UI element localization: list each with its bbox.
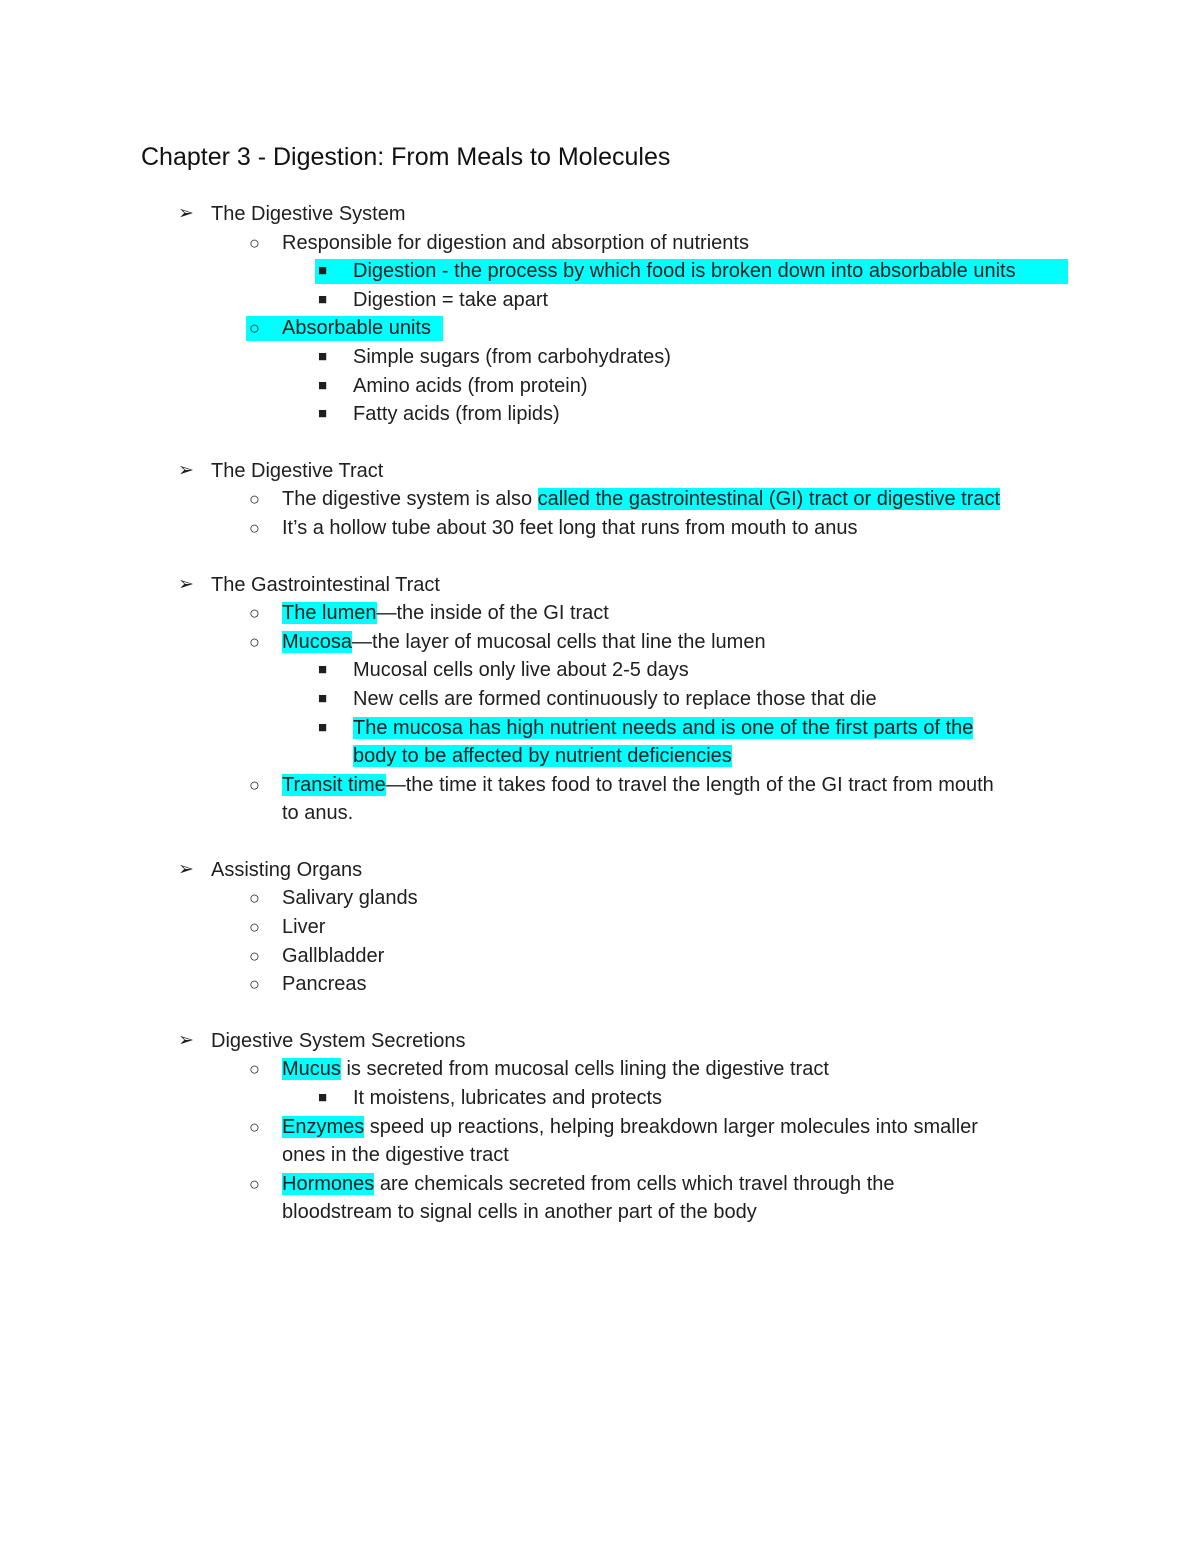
arrow-bullet-icon: ➢ [178, 573, 194, 595]
square-bullet-icon: ■ [318, 347, 328, 365]
arrow-bullet-icon: ➢ [178, 203, 194, 224]
list-item: ■ Mucosal cells only live about 2-5 days [0, 656, 1200, 685]
section-heading: ➢ The Gastrointestinal Tract [0, 571, 1200, 600]
section-gastrointestinal-tract [0, 571, 1200, 828]
circle-bullet-icon: ○ [249, 945, 260, 966]
square-bullet-icon: ■ [318, 290, 328, 308]
square-bullet-icon: ■ [318, 405, 328, 423]
square-bullet-icon: ■ [318, 376, 328, 394]
square-bullet-icon: ■ [318, 661, 328, 679]
list-item-continuation [0, 742, 1200, 771]
list-item: ○ Liver [0, 913, 1200, 942]
list-item: ○ Pancreas [0, 970, 1200, 999]
square-bullet-icon: ■ [318, 718, 328, 736]
highlight: The lumen [282, 602, 377, 625]
circle-bullet-icon: ○ [249, 888, 260, 909]
list-item: ○ Mucus is secreted from mucosal cells lining the digestive tract [0, 1055, 1200, 1084]
square-bullet-icon: ■ [318, 689, 328, 707]
section-heading: ➢ Digestive System Secretions [0, 1027, 1200, 1056]
list-item: ■ Amino acids (from protein) [0, 372, 1200, 401]
page-title: Chapter 3 - Digestion: From Meals to Molecules [141, 143, 671, 171]
list-item [0, 714, 1200, 743]
circle-bullet-icon: ○ [249, 974, 260, 995]
circle-bullet-icon: ○ [249, 517, 260, 538]
list-item: ○ Absorbable units [0, 314, 1200, 343]
highlight: body to be affected by nutrient deficiencies [353, 745, 732, 768]
section-digestive-system [0, 200, 1200, 429]
section-heading: ➢ The Digestive System [0, 200, 1200, 229]
circle-bullet-icon: ○ [249, 1173, 260, 1194]
highlight: Hormones [282, 1172, 375, 1195]
section-heading: ➢ Assisting Organs [0, 856, 1200, 885]
list-item: ■ Digestion = take apart [0, 286, 1200, 315]
outline [0, 200, 1200, 1255]
list-item: ○ Mucosa—the layer of mucosal cells that line the lumen [0, 628, 1200, 657]
list-item: ○ Responsible for digestion and absorption of nutrients [0, 229, 1200, 258]
circle-bullet-icon: ○ [249, 631, 260, 652]
arrow-bullet-icon: ➢ [178, 858, 194, 880]
list-item: ○ Hormones are chemicals secreted from cells which travel through the [0, 1170, 1200, 1199]
circle-bullet-icon: ○ [249, 917, 260, 938]
list-item: ■ Simple sugars (from carbohydrates) [0, 343, 1200, 372]
list-item: ○ Gallbladder [0, 942, 1200, 971]
list-item: ○ Transit time—the time it takes food to travel the length of the GI tract from mouth [0, 771, 1200, 800]
section-secretions [0, 1027, 1200, 1227]
arrow-bullet-icon: ➢ [178, 1029, 194, 1051]
list-item-continuation: bloodstream to signal cells in another part of the body [282, 1201, 757, 1224]
square-bullet-icon: ■ [318, 1089, 328, 1107]
highlight: Transit time [282, 773, 386, 796]
list-item: ○ The lumen—the inside of the GI tract [0, 599, 1200, 628]
list-item-continuation: ones in the digestive tract [282, 1144, 509, 1167]
circle-bullet-icon: ○ [249, 603, 260, 624]
arrow-bullet-icon: ➢ [178, 459, 194, 481]
square-bullet-icon: ■ [318, 262, 328, 280]
list-item: ○ The digestive system is also called the gastrointestinal (GI) tract or digestive tract [0, 485, 1200, 514]
list-item: ○ Enzymes speed up reactions, helping breakdown larger molecules into smaller [0, 1113, 1200, 1142]
circle-bullet-icon: ○ [249, 232, 260, 253]
section-digestive-tract [0, 457, 1200, 543]
list-item-continuation: to anus. [282, 802, 354, 825]
circle-bullet-icon: ○ [249, 774, 260, 795]
highlight: Enzymes [282, 1115, 365, 1138]
circle-bullet-icon: ○ [249, 1116, 260, 1137]
circle-bullet-icon: ○ [249, 318, 260, 339]
section-heading: ➢ The Digestive Tract [0, 457, 1200, 486]
highlight: called the gastrointestinal (GI) tract or digestive tract [537, 488, 1001, 511]
list-item: ○ It’s a hollow tube about 30 feet long that runs from mouth to anus [0, 514, 1200, 543]
list-item: ■ Digestion - the process by which food is broken down into absorbable units [0, 257, 1200, 286]
list-item: ○ Salivary glands [0, 884, 1200, 913]
highlight: Mucus [282, 1058, 341, 1081]
list-item: ■ New cells are formed continuously to replace those that die [0, 685, 1200, 714]
list-item: ■ Fatty acids (from lipids) [0, 400, 1200, 429]
highlight: The mucosa has high nutrient needs and is one of the first parts of the [353, 716, 974, 739]
circle-bullet-icon: ○ [249, 489, 260, 510]
list-item: ■ It moistens, lubricates and protects [0, 1084, 1200, 1113]
highlight: Mucosa [282, 630, 353, 653]
section-assisting-organs [0, 856, 1200, 999]
circle-bullet-icon: ○ [249, 1059, 260, 1080]
